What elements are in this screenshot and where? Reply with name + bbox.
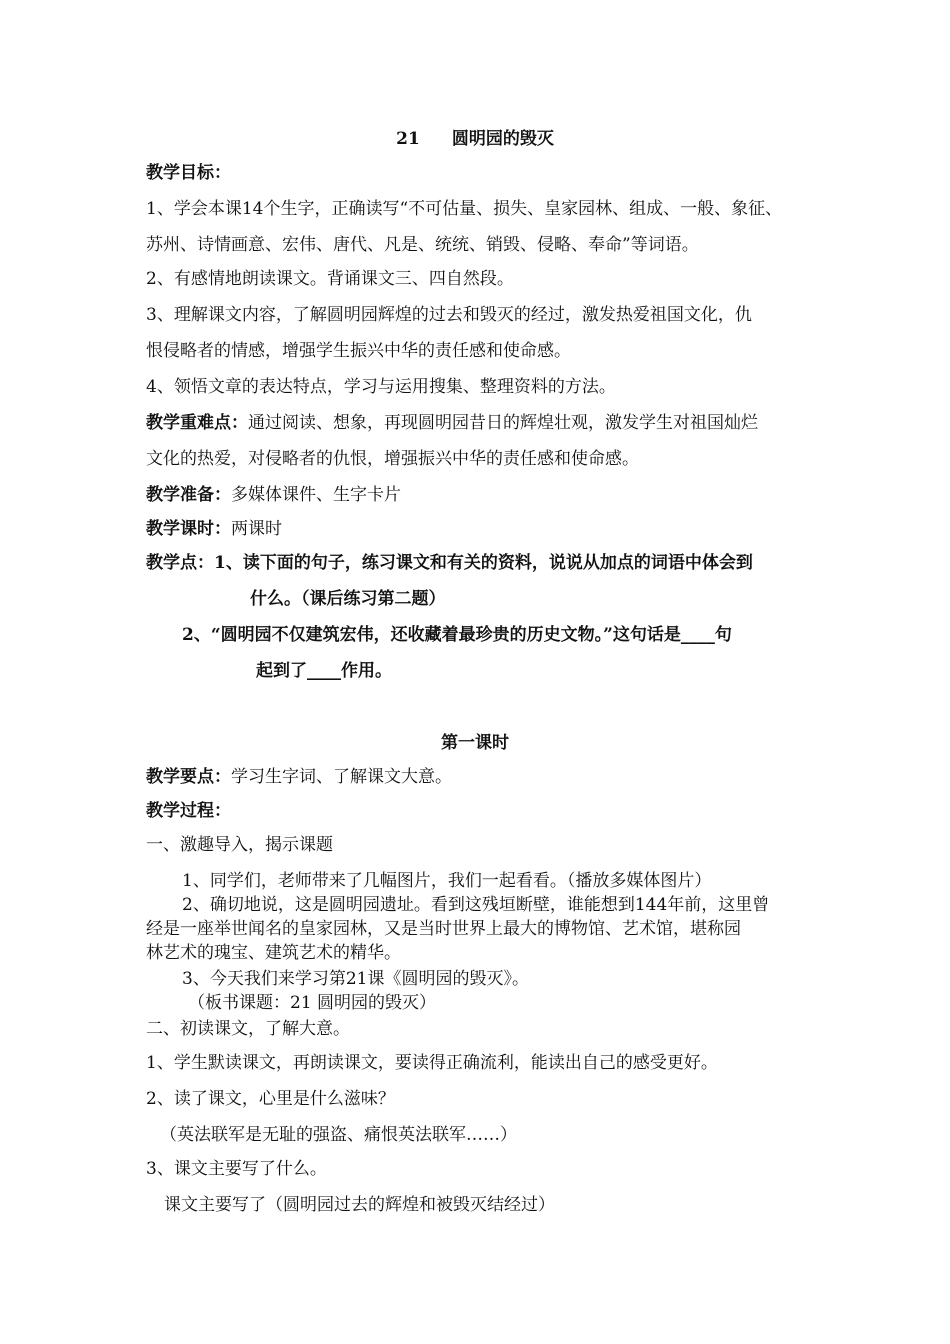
process-line: 林艺术的瑰宝、建筑艺术的精华。 bbox=[146, 943, 401, 963]
process-line: 课文主要写了（圆明园过去的辉煌和被毁灭结经过） bbox=[164, 1195, 555, 1215]
lesson1-heading: 第一课时 bbox=[441, 733, 509, 753]
preparation-value: 多媒体课件、生字卡片 bbox=[231, 485, 401, 505]
lesson1-focus-label: 教学要点： bbox=[146, 767, 231, 787]
process-line: （板书课题：21 圆明园的毁灭） bbox=[188, 993, 437, 1013]
lesson-title bbox=[0, 128, 950, 150]
process-section-heading: 一、激趣导入，揭示课题 bbox=[146, 835, 333, 855]
key-points-text: 通过阅读、想象，再现圆明园昔日的辉煌壮观，激发学生对祖国灿烂 bbox=[248, 413, 758, 433]
teaching-point-2-cont: 起到了____作用。 bbox=[256, 661, 392, 681]
key-points-line bbox=[146, 412, 758, 434]
periods-label: 教学课时： bbox=[146, 519, 231, 539]
teaching-points-line bbox=[146, 552, 753, 574]
process-heading: 教学过程： bbox=[146, 801, 231, 821]
teaching-point-1-cont: 什么。（课后练习第二题） bbox=[250, 589, 446, 609]
periods-line bbox=[146, 518, 282, 540]
process-section-heading: 二、初读课文，了解大意。 bbox=[146, 1019, 350, 1039]
teaching-point-2: 2、“圆明园不仅建筑宏伟，还收藏着最珍贵的历史文物。”这句话是____句 bbox=[182, 625, 732, 645]
goal-line: 3、理解课文内容，了解圆明园辉煌的过去和毁灭的经过，激发热爱祖国文化，仇 bbox=[146, 305, 752, 325]
goal-line: 恨侵略者的情感，增强学生振兴中华的责任感和使命感。 bbox=[146, 341, 571, 361]
lesson-title-text: 圆明园的毁灭 bbox=[451, 129, 554, 149]
key-points-label: 教学重难点： bbox=[146, 413, 248, 433]
process-line: 1、学生默读课文，再朗读课文，要读得正确流利，能读出自己的感受更好。 bbox=[146, 1053, 718, 1073]
teaching-point-1: 1、读下面的句子，练习课文和有关的资料，说说从加点的词语中体会到 bbox=[214, 553, 753, 573]
process-line: 2、读了课文，心里是什么滋味？ bbox=[146, 1089, 395, 1109]
lesson1-focus-value: 学习生字词、了解课文大意。 bbox=[231, 767, 452, 787]
process-line: 3、课文主要写了什么。 bbox=[146, 1159, 327, 1179]
process-line: （英法联军是无耻的强盗、痛恨英法联军……） bbox=[160, 1125, 517, 1145]
goal-line: 4、领悟文章的表达特点，学习与运用搜集、整理资料的方法。 bbox=[146, 377, 616, 397]
key-points-line-2: 文化的热爱，对侵略者的仇恨，增强振兴中华的责任感和使命感。 bbox=[146, 449, 639, 469]
goal-line: 2、有感情地朗读课文。背诵课文三、四自然段。 bbox=[146, 269, 514, 289]
lesson-number: 21 bbox=[396, 129, 420, 149]
preparation-label: 教学准备： bbox=[146, 485, 231, 505]
lesson1-focus-line bbox=[146, 766, 452, 788]
preparation-line bbox=[146, 484, 401, 506]
goal-line: 1、学会本课14个生字，正确读写“不可估量、损失、皇家园林、组成、一般、象征、 bbox=[146, 199, 783, 219]
goals-heading: 教学目标： bbox=[146, 163, 231, 183]
process-line: 2、确切地说，这是圆明园遗址。看到这残垣断壁，谁能想到144年前，这里曾 bbox=[182, 895, 770, 915]
process-line: 3、今天我们来学习第21课《圆明园的毁灭》。 bbox=[182, 969, 529, 989]
process-line: 经是一座举世闻名的皇家园林，又是当时世界上最大的博物馆、艺术馆，堪称园 bbox=[146, 919, 741, 939]
teaching-points-label: 教学点： bbox=[146, 553, 214, 573]
goal-line: 苏州、诗情画意、宏伟、唐代、凡是、统统、销毁、侵略、奉命”等词语。 bbox=[146, 235, 699, 255]
periods-value: 两课时 bbox=[231, 519, 282, 539]
process-line: 1、同学们，老师带来了几幅图片，我们一起看看。（播放多媒体图片） bbox=[182, 871, 712, 891]
